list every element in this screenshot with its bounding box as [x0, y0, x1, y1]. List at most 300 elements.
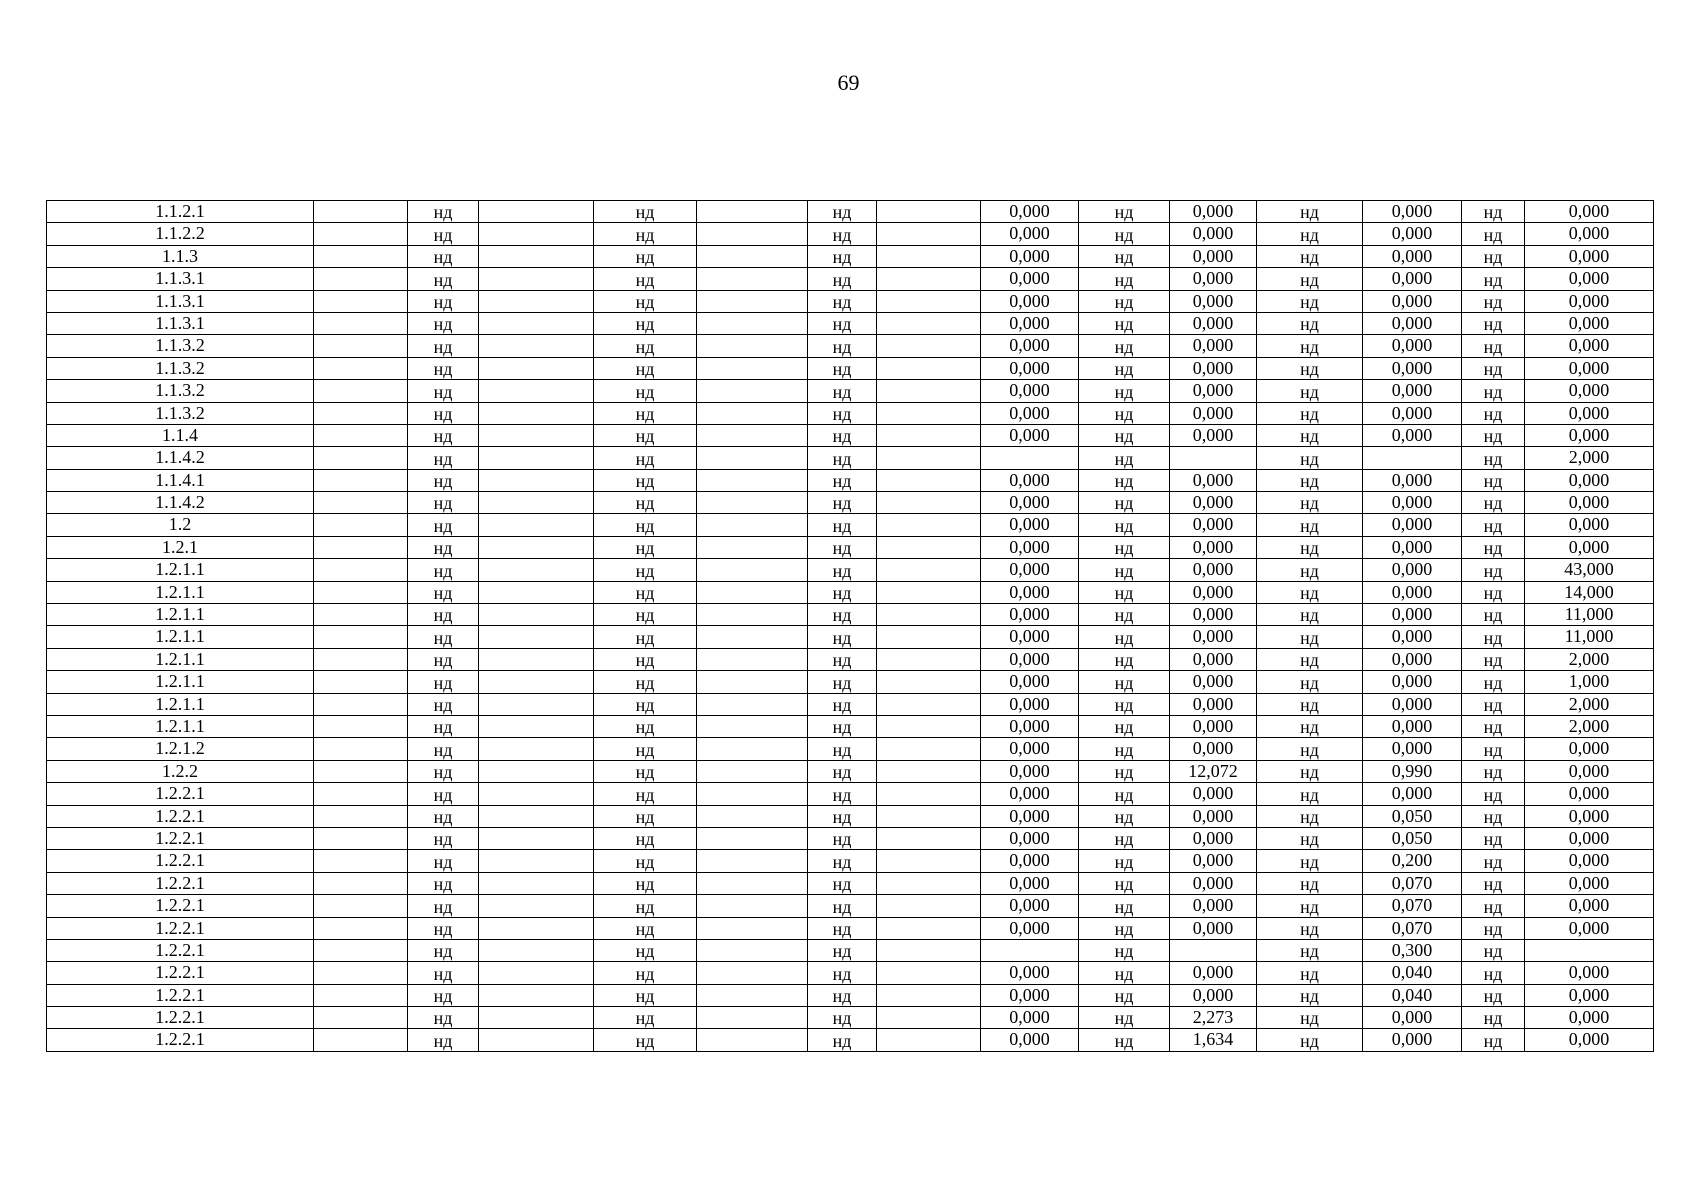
table-cell [479, 380, 594, 402]
table-cell: нд [1462, 895, 1525, 917]
table-cell: нд [808, 850, 877, 872]
table-cell: нд [594, 268, 697, 290]
table-row [47, 424, 1654, 446]
table-cell [479, 335, 594, 357]
table-cell [877, 626, 981, 648]
table-cell [877, 312, 981, 334]
table-row [47, 492, 1654, 514]
table-cell [479, 648, 594, 670]
table-cell [479, 693, 594, 715]
table-cell [697, 648, 808, 670]
table-cell: нд [1079, 850, 1170, 872]
table-cell [314, 357, 408, 379]
table-cell: нд [808, 648, 877, 670]
table-cell [314, 447, 408, 469]
table-cell: нд [594, 312, 697, 334]
table-cell: нд [1257, 962, 1363, 984]
table-cell: нд [1079, 447, 1170, 469]
table-cell [877, 783, 981, 805]
table-cell: 0,000 [1363, 268, 1462, 290]
table-cell [479, 268, 594, 290]
table-cell: нд [808, 402, 877, 424]
table-cell: нд [594, 984, 697, 1006]
table-cell: 0,000 [981, 581, 1079, 603]
table-cell: нд [1462, 984, 1525, 1006]
table-cell: нд [1079, 1029, 1170, 1051]
table-cell: нд [808, 290, 877, 312]
table-cell [479, 783, 594, 805]
table-cell: нд [1257, 380, 1363, 402]
table-cell: 2,273 [1170, 1007, 1257, 1029]
table-cell: 0,000 [981, 760, 1079, 782]
table-cell [479, 1007, 594, 1029]
table-cell: 0,000 [981, 514, 1079, 536]
table-cell: нд [1462, 1007, 1525, 1029]
table-cell [877, 581, 981, 603]
table-cell: нд [408, 424, 479, 446]
table-cell: нд [1257, 783, 1363, 805]
table-cell: нд [594, 201, 697, 223]
table-cell [479, 536, 594, 558]
table-row [47, 469, 1654, 491]
table-cell: 0,000 [1363, 514, 1462, 536]
table-cell: 0,000 [981, 312, 1079, 334]
table-row [47, 245, 1654, 267]
table-cell: 0,000 [1363, 671, 1462, 693]
table-cell: нд [808, 469, 877, 491]
table-cell: нд [1462, 268, 1525, 290]
table-cell: нд [594, 581, 697, 603]
table-cell: нд [808, 604, 877, 626]
table-cell: 0,000 [1170, 312, 1257, 334]
table-cell: нд [1462, 648, 1525, 670]
row-code-cell: 1.2.2.1 [47, 805, 314, 827]
table-cell: нд [1462, 201, 1525, 223]
table-row [47, 671, 1654, 693]
table-cell: нд [594, 536, 697, 558]
table-cell [877, 805, 981, 827]
table-cell: нд [594, 962, 697, 984]
table-cell [479, 626, 594, 648]
table-row [47, 335, 1654, 357]
table-cell: 0,000 [981, 917, 1079, 939]
table-cell: 0,000 [1525, 783, 1654, 805]
table-cell [697, 939, 808, 961]
table-cell: нд [1462, 693, 1525, 715]
table-cell: 0,000 [1170, 984, 1257, 1006]
table-cell: нд [1257, 693, 1363, 715]
table-cell [981, 939, 1079, 961]
table-cell: нд [1257, 536, 1363, 558]
table-cell: 0,000 [1170, 827, 1257, 849]
table-cell: 0,000 [1363, 738, 1462, 760]
table-cell: нд [808, 939, 877, 961]
table-cell [877, 290, 981, 312]
table-row [47, 917, 1654, 939]
table-cell: нд [808, 380, 877, 402]
table-cell: 0,000 [1363, 402, 1462, 424]
table-cell: нд [1462, 626, 1525, 648]
table-cell [479, 962, 594, 984]
table-cell: нд [594, 492, 697, 514]
table-cell: нд [1462, 715, 1525, 737]
table-cell: 0,000 [1525, 536, 1654, 558]
table-cell: 0,000 [1363, 604, 1462, 626]
table-cell: нд [408, 514, 479, 536]
row-code-cell: 1.2.2.1 [47, 872, 314, 894]
table-cell: нд [1462, 223, 1525, 245]
table-cell [877, 760, 981, 782]
table-cell [314, 424, 408, 446]
table-cell: 0,990 [1363, 760, 1462, 782]
table-cell: нд [408, 648, 479, 670]
table-cell: 0,070 [1363, 895, 1462, 917]
table-cell [314, 715, 408, 737]
table-cell [697, 827, 808, 849]
table-cell: нд [1079, 536, 1170, 558]
table-cell [697, 715, 808, 737]
table-cell [479, 917, 594, 939]
table-cell: нд [594, 469, 697, 491]
table-cell: нд [808, 514, 877, 536]
table-cell: 0,000 [1170, 693, 1257, 715]
table-cell: нд [594, 738, 697, 760]
table-cell: нд [408, 671, 479, 693]
table-cell: 0,000 [1525, 290, 1654, 312]
table-cell: 0,000 [981, 872, 1079, 894]
table-cell: нд [408, 939, 479, 961]
row-code-cell: 1.2.2.1 [47, 984, 314, 1006]
table-cell: нд [1257, 447, 1363, 469]
table-cell: нд [408, 469, 479, 491]
table-cell: 0,000 [981, 805, 1079, 827]
table-cell: нд [1462, 559, 1525, 581]
table-cell: нд [808, 1029, 877, 1051]
table-cell: нд [808, 559, 877, 581]
table-cell: нд [808, 312, 877, 334]
table-cell: 0,000 [1525, 312, 1654, 334]
table-cell: нд [1257, 581, 1363, 603]
table-cell: 0,000 [1525, 1029, 1654, 1051]
table-cell: нд [1462, 1029, 1525, 1051]
table-cell: нд [594, 357, 697, 379]
table-cell [314, 1029, 408, 1051]
table-cell: 0,000 [1363, 492, 1462, 514]
row-code-cell: 1.2.1.1 [47, 604, 314, 626]
table-cell: 0,000 [981, 671, 1079, 693]
table-cell: нд [594, 245, 697, 267]
table-cell: нд [1079, 693, 1170, 715]
table-cell: 0,000 [981, 536, 1079, 558]
table-cell: 0,000 [1170, 715, 1257, 737]
table-cell: 0,000 [981, 223, 1079, 245]
table-cell: 0,000 [1363, 648, 1462, 670]
table-cell: 0,040 [1363, 962, 1462, 984]
table-cell: нд [408, 850, 479, 872]
table-cell [877, 268, 981, 290]
table-cell [314, 581, 408, 603]
table-cell [877, 447, 981, 469]
table-cell [877, 827, 981, 849]
table-cell [877, 380, 981, 402]
table-cell: нд [1462, 447, 1525, 469]
table-cell [697, 872, 808, 894]
table-cell [314, 805, 408, 827]
table-cell [877, 201, 981, 223]
table-cell: нд [1462, 783, 1525, 805]
table-cell: 0,000 [1170, 290, 1257, 312]
table-cell [697, 357, 808, 379]
table-row [47, 827, 1654, 849]
table-cell [314, 469, 408, 491]
table-cell: нд [594, 559, 697, 581]
table-cell: нд [1462, 850, 1525, 872]
table-cell: нд [594, 1029, 697, 1051]
table-cell: нд [594, 424, 697, 446]
table-cell [877, 492, 981, 514]
table-row [47, 380, 1654, 402]
table-cell: нд [1079, 939, 1170, 961]
row-code-cell: 1.1.2.2 [47, 223, 314, 245]
table-cell: нд [1079, 380, 1170, 402]
table-cell: нд [408, 402, 479, 424]
table-cell: нд [408, 357, 479, 379]
table-cell: нд [1079, 917, 1170, 939]
row-code-cell: 1.1.3.1 [47, 268, 314, 290]
table-cell: 0,000 [1170, 626, 1257, 648]
table-cell: нд [808, 447, 877, 469]
table-cell: нд [1257, 357, 1363, 379]
row-code-cell: 1.2.2.1 [47, 1007, 314, 1029]
table-cell: нд [1462, 335, 1525, 357]
table-cell: нд [808, 895, 877, 917]
table-cell [877, 1007, 981, 1029]
table-cell: нд [808, 760, 877, 782]
table-cell: 0,000 [1170, 962, 1257, 984]
table-row [47, 783, 1654, 805]
table-cell [877, 671, 981, 693]
table-cell [697, 424, 808, 446]
table-row [47, 626, 1654, 648]
table-cell: нд [808, 424, 877, 446]
table-cell: 0,000 [1363, 312, 1462, 334]
table-cell: нд [594, 223, 697, 245]
table-cell: нд [808, 827, 877, 849]
table-cell: нд [1462, 805, 1525, 827]
table-cell: нд [1079, 872, 1170, 894]
table-cell: нд [1257, 402, 1363, 424]
table-cell: нд [408, 827, 479, 849]
table-cell: нд [594, 671, 697, 693]
table-cell: нд [408, 984, 479, 1006]
table-cell [314, 514, 408, 536]
table-cell: 0,070 [1363, 917, 1462, 939]
row-code-cell: 1.2.1.1 [47, 693, 314, 715]
table-cell: нд [594, 760, 697, 782]
table-cell: 0,000 [981, 469, 1079, 491]
table-cell [877, 245, 981, 267]
table-cell [479, 604, 594, 626]
table-cell: нд [594, 783, 697, 805]
table-cell [479, 850, 594, 872]
table-cell: нд [1462, 872, 1525, 894]
row-code-cell: 1.1.2.1 [47, 201, 314, 223]
table-cell [314, 872, 408, 894]
row-code-cell: 1.2.2.1 [47, 962, 314, 984]
table-cell: нд [408, 604, 479, 626]
table-cell: нд [1079, 335, 1170, 357]
table-cell: нд [1257, 223, 1363, 245]
table-row [47, 962, 1654, 984]
table-cell: нд [594, 693, 697, 715]
table-cell: нд [1079, 738, 1170, 760]
table-cell: нд [594, 805, 697, 827]
table-cell: нд [1462, 581, 1525, 603]
table-cell: нд [408, 492, 479, 514]
table-cell [479, 290, 594, 312]
table-cell [697, 1007, 808, 1029]
table-cell: нд [1462, 604, 1525, 626]
table-cell: 14,000 [1525, 581, 1654, 603]
table-cell: нд [408, 201, 479, 223]
table-cell: 0,000 [981, 357, 1079, 379]
table-cell [314, 984, 408, 1006]
row-code-cell: 1.2.2.1 [47, 939, 314, 961]
table-cell [479, 715, 594, 737]
table-cell [877, 335, 981, 357]
row-code-cell: 1.1.3.1 [47, 312, 314, 334]
table-cell: нд [594, 872, 697, 894]
table-row [47, 581, 1654, 603]
table-cell: нд [1257, 424, 1363, 446]
table-cell: нд [1079, 469, 1170, 491]
table-cell: нд [808, 335, 877, 357]
table-cell: нд [408, 290, 479, 312]
table-cell [479, 447, 594, 469]
row-code-cell: 1.2.1.1 [47, 581, 314, 603]
table-cell: нд [408, 872, 479, 894]
table-cell: 0,000 [981, 268, 1079, 290]
table-cell: нд [594, 827, 697, 849]
table-row [47, 738, 1654, 760]
table-cell: 0,000 [1525, 402, 1654, 424]
table-cell: нд [1462, 962, 1525, 984]
row-code-cell: 1.1.3.2 [47, 402, 314, 424]
table-cell: 2,000 [1525, 693, 1654, 715]
table-cell: 0,300 [1363, 939, 1462, 961]
table-cell: нд [1257, 492, 1363, 514]
row-code-cell: 1.2.2.1 [47, 1029, 314, 1051]
table-cell: 0,000 [981, 290, 1079, 312]
table-cell [877, 872, 981, 894]
table-cell: 0,000 [1363, 201, 1462, 223]
table-cell [697, 201, 808, 223]
table-cell [697, 738, 808, 760]
table-cell: нд [594, 895, 697, 917]
table-cell: 0,000 [1170, 738, 1257, 760]
table-cell: 2,000 [1525, 715, 1654, 737]
table-cell: 0,000 [981, 962, 1079, 984]
table-cell: нд [408, 693, 479, 715]
table-cell [697, 335, 808, 357]
table-cell: 0,000 [981, 984, 1079, 1006]
table-cell [981, 447, 1079, 469]
row-code-cell: 1.2.2 [47, 760, 314, 782]
table-cell: нд [1079, 783, 1170, 805]
table-cell: нд [408, 1007, 479, 1029]
table-cell [1170, 447, 1257, 469]
table-cell: 0,000 [981, 693, 1079, 715]
table-cell: нд [1257, 827, 1363, 849]
table-row [47, 805, 1654, 827]
table-cell [314, 939, 408, 961]
table-cell: нд [808, 872, 877, 894]
table-cell [877, 715, 981, 737]
table-cell: нд [594, 335, 697, 357]
table-cell: нд [1462, 738, 1525, 760]
table-row [47, 290, 1654, 312]
table-cell [479, 760, 594, 782]
table-cell [479, 872, 594, 894]
table-cell [697, 402, 808, 424]
table-cell: нд [1462, 290, 1525, 312]
table-cell: нд [1462, 760, 1525, 782]
table-row [47, 312, 1654, 334]
table-cell: нд [1257, 559, 1363, 581]
table-row [47, 402, 1654, 424]
table-cell [479, 201, 594, 223]
table-cell: нд [1462, 424, 1525, 446]
table-cell: 0,000 [1363, 1029, 1462, 1051]
table-cell [697, 469, 808, 491]
table-cell: нд [408, 962, 479, 984]
table-cell: нд [1079, 312, 1170, 334]
page-number: 69 [837, 70, 860, 95]
table-cell [697, 805, 808, 827]
table-cell: нд [1079, 895, 1170, 917]
table-cell: 0,000 [1525, 917, 1654, 939]
table-row [47, 604, 1654, 626]
table-cell: нд [1079, 760, 1170, 782]
table-cell: 0,000 [1170, 850, 1257, 872]
table-cell: нд [808, 962, 877, 984]
table-cell [697, 447, 808, 469]
table-cell [314, 648, 408, 670]
table-cell: нд [1257, 917, 1363, 939]
table-cell: 0,000 [1363, 424, 1462, 446]
table-cell [479, 939, 594, 961]
table-cell: нд [408, 536, 479, 558]
table-cell: нд [1079, 671, 1170, 693]
table-cell: нд [1462, 939, 1525, 961]
table-cell [479, 895, 594, 917]
table-cell: нд [1257, 1029, 1363, 1051]
table-cell: нд [1079, 805, 1170, 827]
table-cell: нд [408, 223, 479, 245]
table-row [47, 1029, 1654, 1051]
table-cell: 0,000 [981, 245, 1079, 267]
table-cell: 0,000 [1363, 559, 1462, 581]
table-cell [314, 201, 408, 223]
table-cell: нд [808, 245, 877, 267]
table-cell: 0,000 [1525, 738, 1654, 760]
table-cell: 0,000 [1170, 559, 1257, 581]
table-cell: 0,000 [981, 559, 1079, 581]
table-cell: нд [1079, 559, 1170, 581]
table-cell: нд [1079, 245, 1170, 267]
table-cell: 0,000 [1363, 223, 1462, 245]
table-cell [697, 783, 808, 805]
